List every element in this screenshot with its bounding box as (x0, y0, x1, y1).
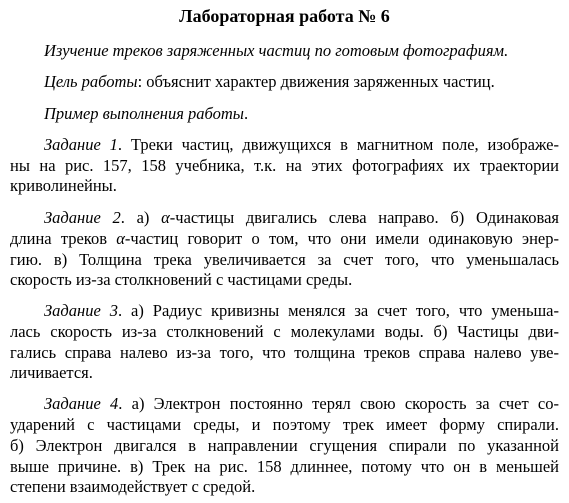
task2-text-1a: . а) (120, 208, 162, 227)
task4-line-4: выше причине. в) Трек на рис. 158 длиннее, потому что он в меньшей (10, 457, 559, 476)
task2-text-2b: -частиц говорит о том, что они имели одинаковую энер- (124, 229, 559, 248)
task3-line-2: лась скорость из-за столкновений с молекулами воды. б) Частицы дви- (10, 322, 559, 341)
topic-text: Изучение треков заряженных частиц по готовым фотографиям. (44, 41, 509, 60)
task1-text-1: . Треки частиц, движущихся в магнитном поле, изображе- (117, 135, 559, 154)
task1-line-2: ны на рис. 157, 158 учебника, т.к. на этих фотографиях их траектории (10, 156, 559, 175)
task4-line-5: степени взаимодействует с средой. (10, 477, 256, 496)
task2-line-3: гию. в) Толщина трека увеличивается за счет того, что уменьшалась (10, 250, 559, 269)
task4-text-1: . а) Электрон постоянно терял свою скорость за счет со- (118, 394, 559, 413)
task1-line-1 (44, 134, 559, 156)
task2-line-2 (10, 228, 559, 250)
task4-line-2: ударений с частицами среды, и поэтому трек имеет форму спирали. (10, 415, 559, 434)
task2-line-1 (44, 207, 559, 229)
task4-label: Задание 4 (44, 394, 119, 413)
task4-line-1 (44, 393, 559, 415)
task1-line-3: криволинейны. (10, 176, 117, 195)
task2-label: Задание 2 (44, 208, 121, 227)
task3-line-1 (44, 300, 559, 322)
example-heading-end: . (243, 104, 249, 123)
task3-label: Задание 3 (44, 301, 118, 320)
topic-line (44, 40, 508, 62)
task4-line-3: б) Электрон двигался в направлении сгущения спирали по указанной (10, 436, 559, 455)
task2-text-1b: -частицы двигались слева направо. б) Одинаковая (169, 208, 559, 227)
page-title: Лабораторная работа № 6 (179, 6, 390, 26)
example-heading (44, 103, 248, 125)
alpha-symbol: α (161, 208, 170, 227)
task3-text-1: . а) Радиус кривизны менялся за счет того, что уменьша- (117, 301, 559, 320)
goal-label: Цель работы (44, 72, 138, 91)
alpha-symbol: α (116, 229, 125, 248)
task3-line-4: личивается. (10, 363, 93, 382)
example-heading-text: Пример выполнения работы (44, 104, 244, 123)
goal-line (44, 71, 495, 93)
task3-line-3: гались справа налево из-за того, что толщина треков справа налево уве- (10, 343, 559, 362)
task2-line-4: скорость из-за столкновений с частицами среды. (10, 270, 353, 289)
task1-label: Задание 1 (44, 135, 118, 154)
goal-text: : объяснит характер движения заряженных частиц. (137, 72, 495, 91)
task2-text-2a: длина треков (10, 229, 117, 248)
